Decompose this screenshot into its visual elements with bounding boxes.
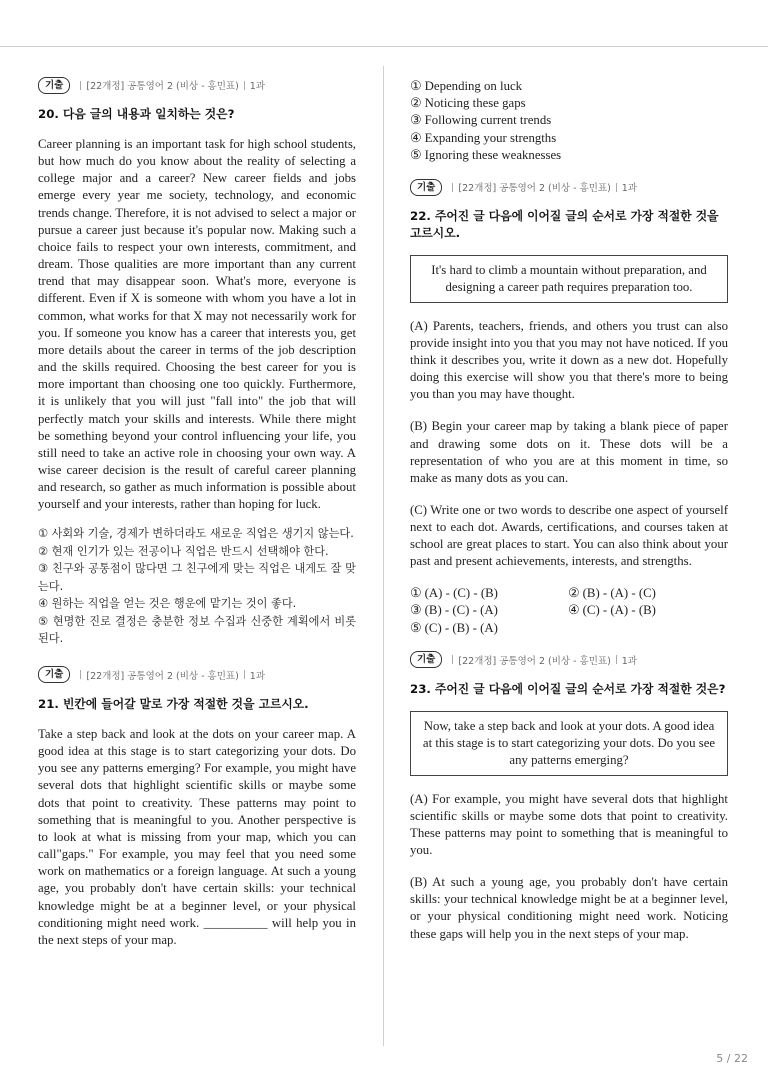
- question-title: 22. 주어진 글 다음에 이어질 글의 순서로 가장 적절한 것을 고르시오.: [410, 209, 719, 241]
- paragraph-c: (C) Write one or two words to describe one aspect of yourself next to each dot. Awards, certifications, and courses taken at school are great places to start. You can also think about your past and present achievements, interests, and strengths.: [410, 502, 728, 569]
- paragraph-a: (A) For example, you might have several dots that highlight scientific skills or maybe some dots that point to creativity. These patterns may point to something that is meaningful to you.: [410, 791, 728, 858]
- question-22: [410, 178, 728, 637]
- passage-text: Take a step back and look at the dots on your career map. A good idea at this stage is to start categorizing your dots. Do you see any patterns emerging? For example, you might have several dots that highlight scientific skills or maybe some dots that point to creativity. These patterns may point to something that is meaningful to you. Another perspective is to look at what is missing from your map, which you can call"gaps." For example, you may feel that you need some work on mathematics or a foreign language. At such a young age, you probably don't have certain skills: your technical knowledge might be at a beginner level, or your physical conditioning might need work. __________ will help you in the next steps of your map.: [38, 726, 356, 947]
- given-sentence-box: Now, take a step back and look at your dots. A good idea at this stage is to start categorizing your dots. Do you see any patterns emerging?: [410, 711, 728, 776]
- meta-separator: [616, 655, 617, 664]
- passage-text: Career planning is an important task for high school students, but how much do you know about the reality of selecting a college major and a career? New career fields and jobs emerge every year me society, technology, and economic trends change. Therefore, it is not advised to select a major or pursue a career just because it's popular now. Making such a choice fails to respect your own interests, commitment, and dream. Those qualities are more important than any current trend that may disappear soon. What's more, everyone is different. Even if X is someone with whom you have a lot in common, what works for that X may not necessarily work for you. If someone you know has a career that interests you, get more details about the career in terms of the job description and the skills required. Choosing the best career for you is more important than choosing one too quickly. Furthermore, it is unlikely that you will just "fall into" the job that will perfectly match your skills and interests. While there might be something beyond your control influencing your life, you still need to take an active role in choosing your own way. A wise career decision is the result of careful career planning and research, so gather as much information is possible about yourself and your interests, rather than hoping for luck.: [38, 137, 356, 512]
- option-4[interactable]: ④ (C) - (A) - (B): [568, 603, 656, 618]
- option-1[interactable]: ① 사회와 기술, 경제가 변하더라도 새로운 직업은 생기지 않는다.: [38, 527, 354, 541]
- meta-separator: [452, 655, 453, 664]
- paragraph-b: (B) At such a young age, you probably don't have certain skills: your technical knowledge might be at a beginner level, or your physical conditioning might need work. Noticing these gaps will help you in the next steps of your map.: [410, 875, 728, 941]
- lesson-label: 1과: [621, 655, 638, 667]
- exam-badge: 기출: [410, 651, 442, 668]
- lesson-label: 1과: [249, 81, 266, 92]
- option-5[interactable]: ⑤ Ignoring these weaknesses: [410, 147, 562, 162]
- question-meta: [410, 178, 728, 196]
- source-label: [22개정] 공통영어 2 (비상 - 홍민표): [86, 81, 239, 92]
- lesson-label: 1과: [249, 670, 266, 682]
- meta-separator: [244, 81, 245, 90]
- option-1[interactable]: ① (A) - (C) - (B): [410, 586, 498, 601]
- source-label: [22개정] 공통영어 2 (비상 - 홍민표): [458, 655, 611, 667]
- question-title: 21. 빈칸에 들어갈 말로 가장 적절한 것을 고르시오.: [38, 696, 309, 711]
- question-meta: [38, 666, 356, 684]
- question-23: [410, 651, 728, 943]
- source-label: [22개정] 공통영어 2 (비상 - 홍민표): [86, 670, 239, 682]
- question-21: [38, 666, 356, 949]
- paragraph-b: (B) Begin your career map by taking a blank piece of paper and drawing some dots on it. These dots will be a representation of who you are at this moment in time, so make as many dots as you can.: [410, 419, 728, 485]
- option-3[interactable]: ③ 친구와 공통점이 많다면 그 친구에게 맞는 직업은 내게도 잘 맞는다.: [38, 562, 356, 593]
- question-title: 20. 다음 글의 내용과 일치하는 것은?: [38, 107, 235, 121]
- answer-options: [410, 585, 728, 637]
- exam-badge: 기출: [38, 666, 70, 683]
- option-2[interactable]: ② Noticing these gaps: [410, 96, 526, 111]
- option-2[interactable]: ② (B) - (A) - (C): [568, 586, 656, 601]
- source-label: [22개정] 공통영어 2 (비상 - 홍민표): [458, 183, 611, 195]
- meta-separator: [80, 81, 81, 90]
- meta-separator: [80, 670, 81, 679]
- question-meta: [38, 76, 356, 94]
- answer-options: [38, 525, 356, 648]
- option-3[interactable]: ③ Following current trends: [410, 113, 552, 128]
- left-column: [38, 76, 356, 963]
- option-3[interactable]: ③ (B) - (C) - (A): [410, 603, 498, 618]
- right-column: [410, 78, 728, 958]
- option-5[interactable]: ⑤ 현명한 진로 결정은 충분한 정보 수집과 신중한 계획에서 비롯된다.: [38, 614, 356, 646]
- page-number: 5 / 22: [716, 1052, 748, 1065]
- q21-answer-options: [410, 78, 728, 164]
- header-rule: [0, 46, 768, 47]
- question-meta: [410, 651, 728, 669]
- option-1[interactable]: ① Depending on luck: [410, 79, 523, 93]
- exam-badge: 기출: [410, 179, 442, 196]
- option-2[interactable]: ② 현재 인기가 있는 전공이나 직업은 반드시 선택해야 한다.: [38, 544, 329, 558]
- column-divider: [383, 66, 384, 1046]
- option-4[interactable]: ④ Expanding your strengths: [410, 130, 557, 145]
- meta-separator: [452, 183, 453, 192]
- meta-separator: [244, 670, 245, 679]
- lesson-label: 1과: [621, 183, 638, 195]
- given-sentence-box: It's hard to climb a mountain without preparation, and designing a career path requires preparation too.: [410, 255, 728, 303]
- paragraph-a: (A) Parents, teachers, friends, and others you trust can also provide insight into you that you may not have noticed. If you think it describes you, write it down as a new dot. Hopefully doing this exercise will show you that there's more to being you than you may have thought.: [410, 319, 728, 402]
- exam-badge: 기출: [38, 77, 70, 94]
- option-5[interactable]: ⑤ (C) - (B) - (A): [410, 620, 498, 635]
- meta-separator: [616, 183, 617, 192]
- question-20: [38, 76, 356, 648]
- question-title: 23. 주어진 글 다음에 이어질 글의 순서로 가장 적절한 것은?: [410, 681, 726, 696]
- option-4[interactable]: ④ 원하는 직업을 얻는 것은 행운에 맡기는 것이 좋다.: [38, 597, 297, 611]
